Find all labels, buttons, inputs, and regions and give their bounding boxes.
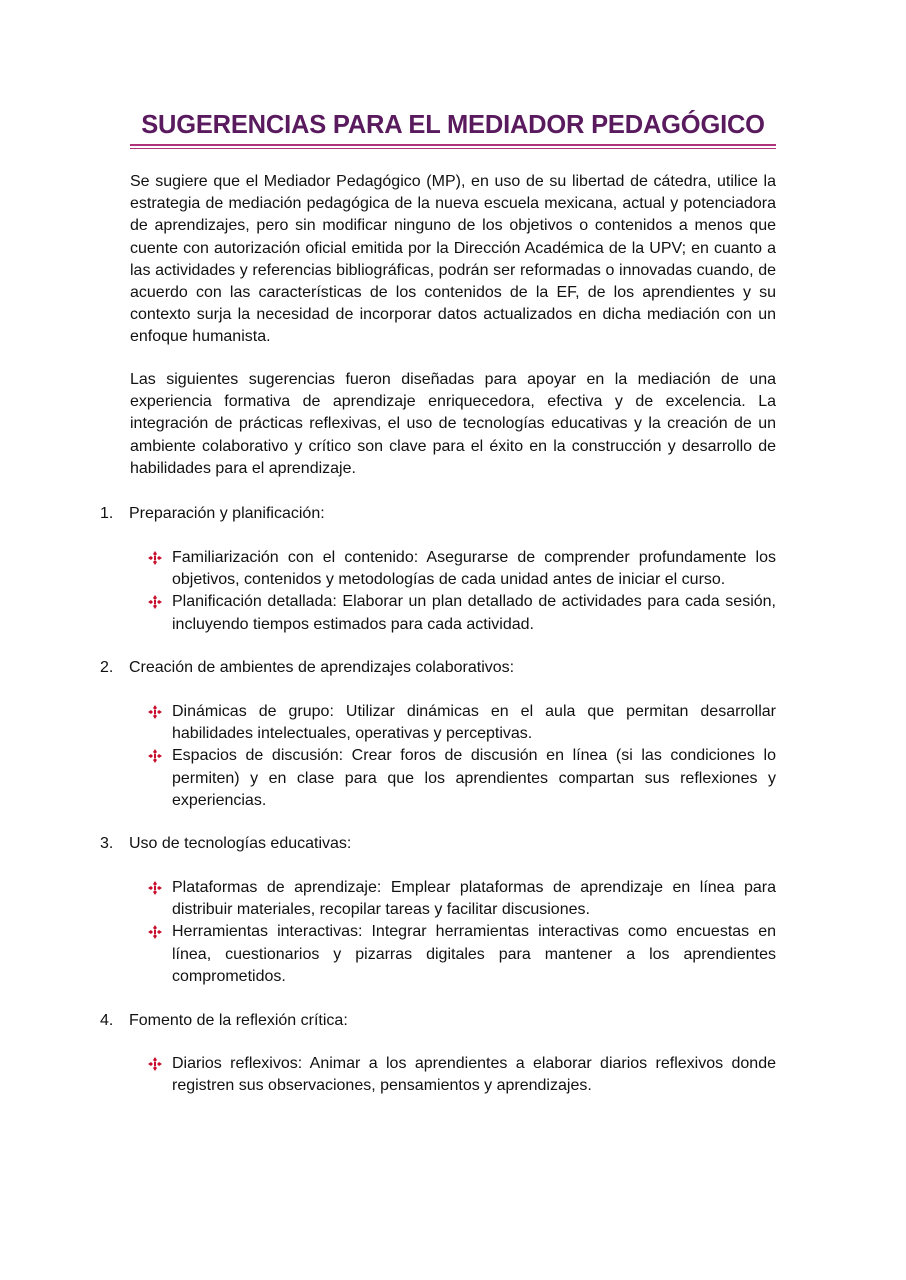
- section-number: 3.: [100, 835, 114, 852]
- section-heading: Creación de ambientes de aprendizajes colaborativos:: [129, 659, 515, 676]
- list-item-text: Planificación detallada: Elaborar un plan detallado de actividades para cada sesión, incluyendo tiempos estimados para cada actividad.: [172, 593, 776, 633]
- list-item: [144, 547, 776, 591]
- list-item-text: Familiarización con el contenido: Asegurarse de comprender profundamente los objetivos, contenidos y metodologías de cada unidad antes de iniciar el curso.: [172, 549, 776, 589]
- section-heading: Fomento de la reflexión crítica:: [129, 1012, 348, 1029]
- section-heading: Preparación y planificación:: [129, 505, 325, 522]
- section-heading: Uso de tecnologías educativas:: [129, 835, 352, 852]
- list-item: [144, 921, 776, 988]
- title-underline: [130, 144, 776, 146]
- list-item-text: Plataformas de aprendizaje: Emplear plataformas de aprendizaje en línea para distribuir materiales, recopilar tareas y facilitar discusiones.: [172, 879, 776, 919]
- list-item-text: Dinámicas de grupo: Utilizar dinámicas en el aula que permitan desarrollar habilidades intelectuales, operativas y perceptivas.: [172, 703, 776, 743]
- list-item: [144, 701, 776, 745]
- fleur-bullet-icon: [148, 595, 162, 609]
- fleur-bullet-icon: [148, 1057, 162, 1071]
- fleur-bullet-icon: [148, 705, 162, 719]
- list-item: [144, 745, 776, 812]
- bullet-list: [144, 1053, 776, 1097]
- intro-paragraph: Las siguientes sugerencias fueron diseñadas para apoyar en la mediación de una experiencia formativa de aprendizaje enriquecedora, efectiva y de excelencia. La integración de prácticas reflexivas, el uso de tecnologías educativas y la creación de un ambiente colaborativo y crítico son clave para el éxito en la construcción y desarrollo de habilidades para el aprendizaje.: [130, 371, 776, 477]
- fleur-bullet-icon: [148, 749, 162, 763]
- section-number: 1.: [100, 505, 114, 522]
- intro-paragraph: Se sugiere que el Mediador Pedagógico (MP), en uso de su libertad de cátedra, utilice la estrategia de mediación pedagógica de la nueva escuela mexicana, actual y potenciadora de aprendizajes, pero sin modificar ninguno de los objetivos o contenidos a menos que cuente con autorización oficial emitida por la Dirección Académica de la UPV; en cuanto a las actividades y referencias bibliográficas, podrán ser reformadas o innovadas cuando, de acuerdo con las características de los contenidos de la EF, de los aprendientes y su contexto surja la necesidad de incorporar datos actualizados en dicha mediación con un enfoque humanista.: [130, 173, 776, 346]
- list-item-text: Diarios reflexivos: Animar a los aprendientes a elaborar diarios reflexivos donde registren sus observaciones, pensamientos y aprendizajes.: [172, 1055, 776, 1095]
- section-number: 2.: [100, 659, 114, 676]
- fleur-bullet-icon: [148, 881, 162, 895]
- title-underline-thin: [130, 148, 776, 149]
- bullet-list: [144, 877, 776, 988]
- list-item-text: Herramientas interactivas: Integrar herramientas interactivas como encuestas en línea, cuestionarios y pizarras digitales para mantener a los aprendientes comprometidos.: [172, 923, 776, 985]
- list-item: [144, 877, 776, 921]
- page-title: SUGERENCIAS PARA EL MEDIADOR PEDAGÓGICO: [141, 111, 765, 139]
- bullet-list: [144, 547, 776, 636]
- list-item: [144, 591, 776, 635]
- list-item-text: Espacios de discusión: Crear foros de discusión en línea (si las condiciones lo permiten) y en clase para que los aprendientes compartan sus reflexiones y experiencias.: [172, 747, 776, 809]
- fleur-bullet-icon: [148, 551, 162, 565]
- bullet-list: [144, 701, 776, 812]
- list-item: [144, 1053, 776, 1097]
- fleur-bullet-icon: [148, 925, 162, 939]
- section-number: 4.: [100, 1012, 114, 1029]
